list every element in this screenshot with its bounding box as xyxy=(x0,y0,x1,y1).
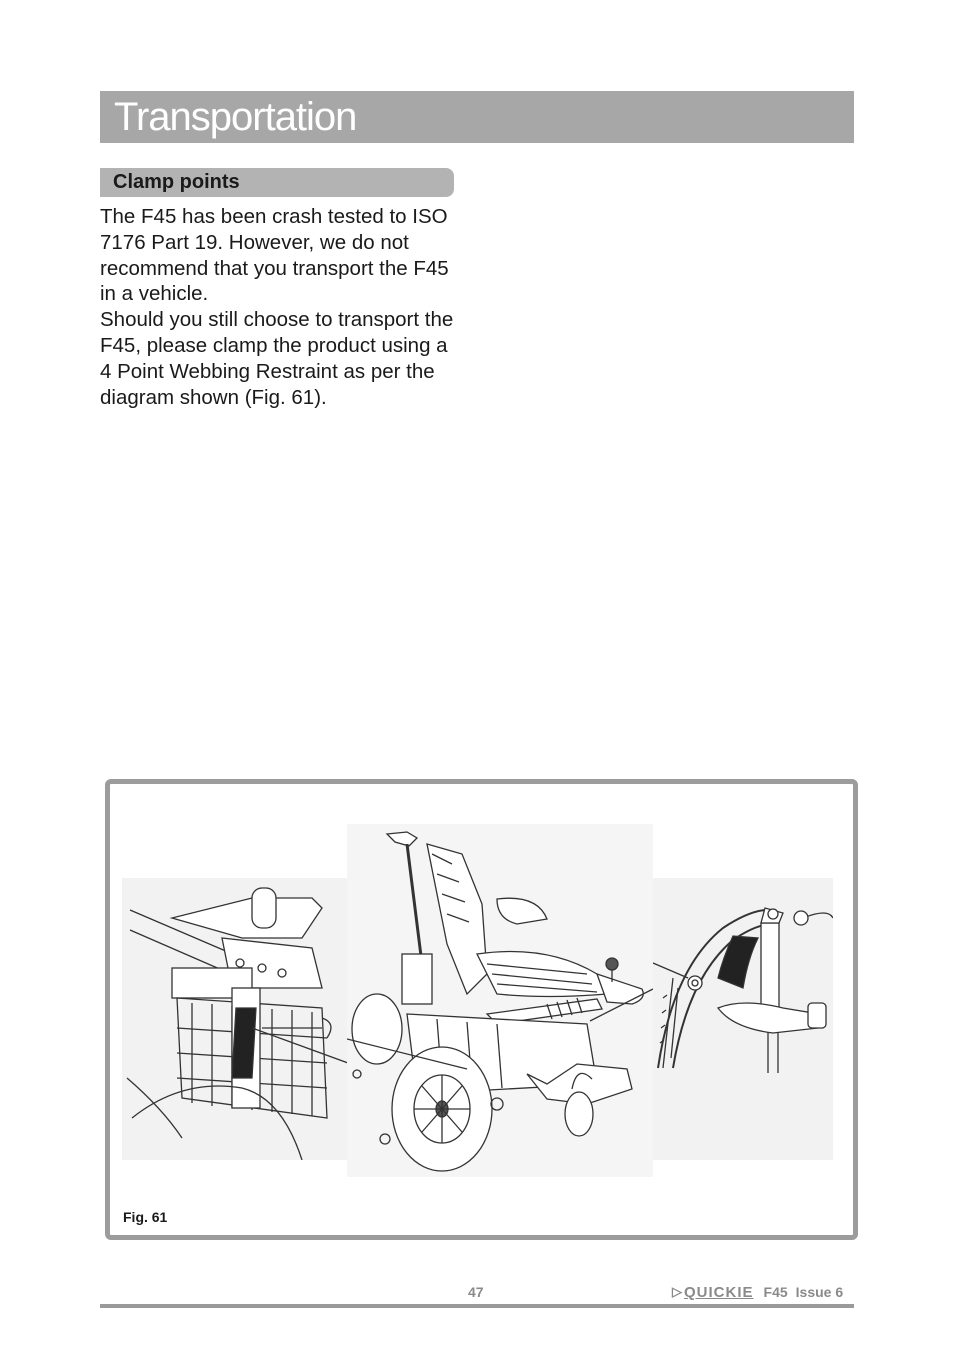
section-heading-bar xyxy=(100,168,454,197)
paragraph-1: The F45 has been crash tested to ISO 7176 Part 19. However, we do not recommend that you transport the F45 in a vehicle. xyxy=(100,205,449,306)
front-clamp-detail-image xyxy=(653,878,833,1160)
brand-logo: QUICKIE xyxy=(684,1283,754,1301)
figure-label: Fig. 61 xyxy=(123,1209,168,1225)
body-text xyxy=(100,204,460,410)
footer-model: F45 xyxy=(763,1284,788,1300)
footer-issue: Issue 6 xyxy=(795,1284,844,1300)
page-title: Transportation xyxy=(114,95,357,139)
footer-divider xyxy=(100,1304,854,1308)
figure-61 xyxy=(105,779,858,1240)
play-arrow-icon: ▷ xyxy=(672,1284,682,1299)
wheelchair-image xyxy=(347,824,653,1177)
page-number: 47 xyxy=(468,1284,484,1300)
section-heading: Clamp points xyxy=(113,171,240,193)
rear-clamp-detail-image xyxy=(122,878,348,1160)
title-bar xyxy=(100,91,854,143)
footer-brand xyxy=(672,1282,843,1302)
paragraph-2: Should you still choose to transport the F45, please clamp the product using a 4 Point Webbing Restraint as per the diagram shown (Fig. 61). xyxy=(100,308,454,409)
